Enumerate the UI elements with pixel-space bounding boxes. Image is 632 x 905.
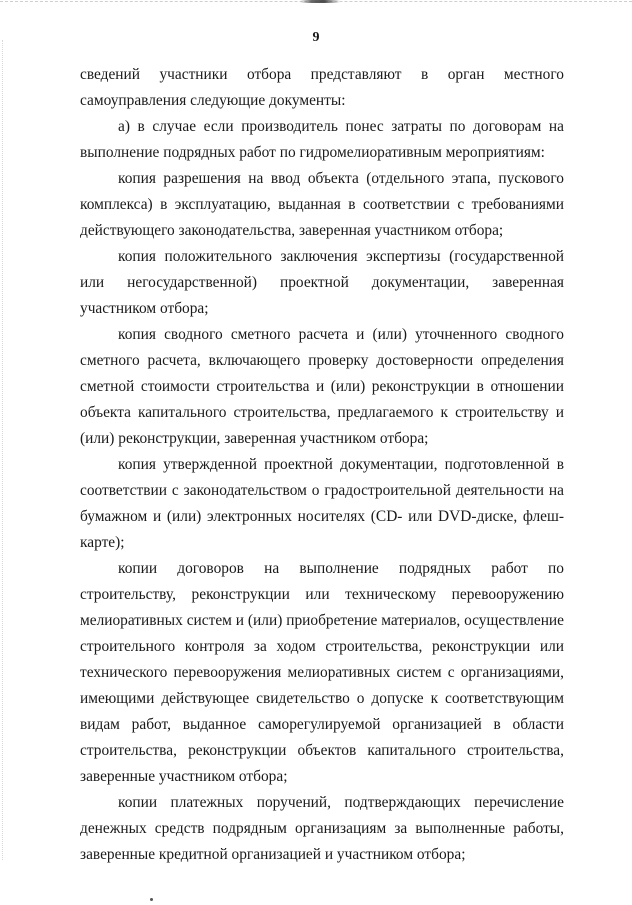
paragraph-expertise-copy: копия положительного заключения экспертизы (государственной или негосударственной) проектной документации, заверенная участником отбора; bbox=[80, 248, 564, 317]
paragraph-design-docs-copy: копия утвержденной проектной документации, подготовленной в соответствии с законодательством о градостроительной деятельности на бумажном и (или) электронных носителях (CD- или DVD-диске, флеш-карте); bbox=[80, 456, 564, 551]
paragraph-contracts-copy: копии договоров на выполнение подрядных работ по строительству, реконструкции или техническому перевооружению мелиоративных систем и (или) приобретение материалов, осуществление строительного контроля за ходом строительства, реконструкции или технического перевооружения мелиоративных систем с организациями, имеющими действующее свидетельство о допуске к соответствующим видам работ, выданное саморегулируемой организацией в области строительства, реконструкции объектов капитального строительства, заверенные участником отбора; bbox=[80, 560, 564, 785]
document-body bbox=[80, 62, 564, 868]
scan-speck bbox=[150, 898, 153, 901]
scan-artifact bbox=[300, 0, 340, 3]
scan-left-border bbox=[2, 40, 3, 860]
paragraph-estimate-copy: копия сводного сметного расчета и (или) уточненного сводного сметного расчета, включающего проверку достоверности определения сметной стоимости строительства и (или) реконструкции в отношении объекта капитального строительства, предлагаемого к строительству и (или) реконструкции, заверенная участником отбора; bbox=[80, 326, 564, 447]
paragraph-payment-orders-copy: копии платежных поручений, подтверждающих перечисление денежных средств подрядным организациям за выполненные работы, заверенные кредитной организацией и участником отбора; bbox=[80, 794, 564, 863]
paragraph-intro: сведений участники отбора представляют в орган местного самоуправления следующие документы: bbox=[80, 66, 564, 109]
paragraph-item-a: а) в случае если производитель понес затраты по договорам на выполнение подрядных работ по гидромелиоративным мероприятиям: bbox=[80, 118, 564, 161]
page-number: 9 bbox=[312, 30, 320, 45]
paragraph-permit-copy: копия разрешения на ввод объекта (отдельного этапа, пускового комплекса) в эксплуатацию, выданная в соответствии с требованиями действующего законодательства, заверенная участником отбора; bbox=[80, 170, 564, 239]
